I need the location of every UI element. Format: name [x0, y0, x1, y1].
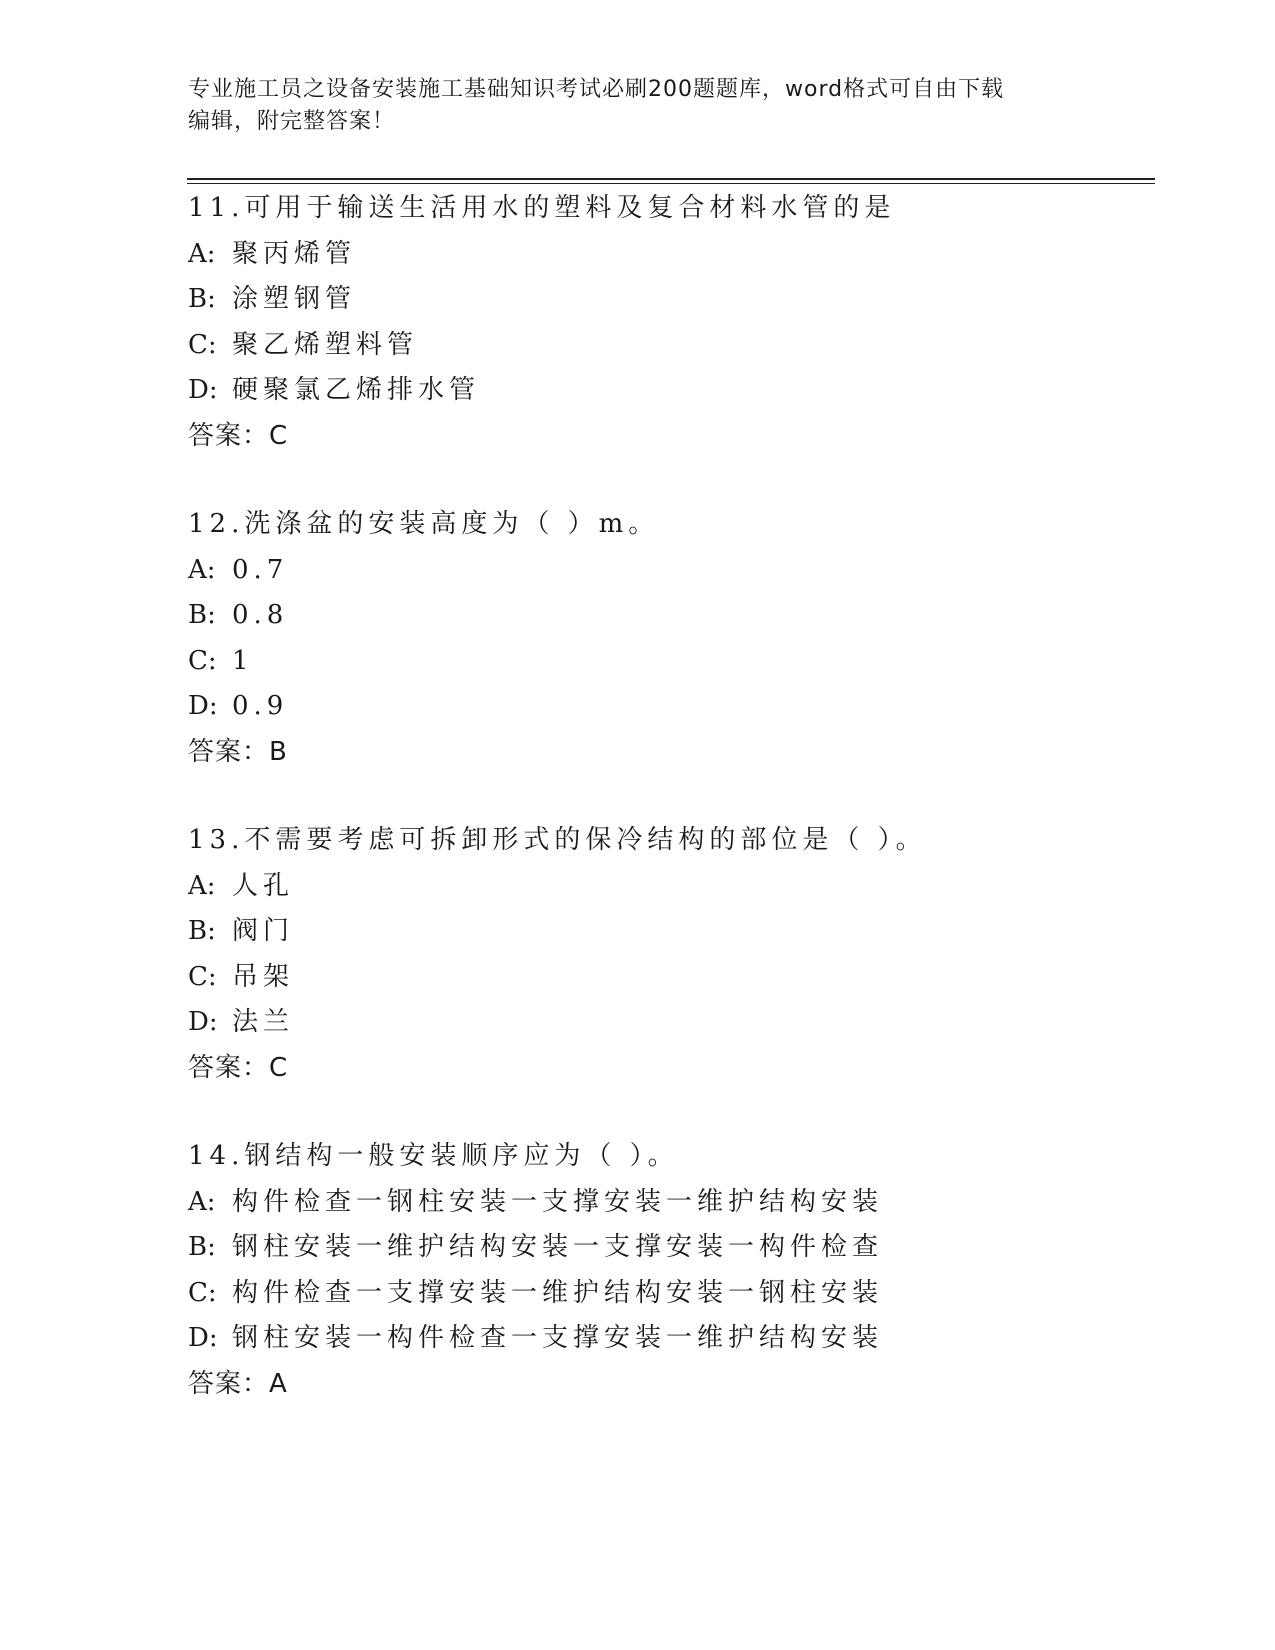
option-text: 构件检查一钢柱安装一支撑安装一维护结构安装	[232, 1186, 884, 1217]
option-letter: C:	[188, 645, 217, 676]
option-text: 吊架	[232, 961, 295, 992]
option-d	[188, 1000, 1188, 1046]
option-letter: A:	[188, 870, 216, 901]
option-letter: B:	[188, 600, 216, 631]
option-letter: D:	[188, 375, 218, 406]
option-c	[188, 1271, 1188, 1317]
question-title: 14.钢结构一般安装顺序应为（ ）。	[188, 1141, 679, 1171]
answer-line: 答案：B	[188, 736, 288, 767]
option-a	[188, 1180, 1188, 1226]
option-b	[188, 909, 1188, 955]
answer-line: 答案：A	[188, 1368, 288, 1399]
option-d	[188, 684, 1188, 730]
option-letter: B:	[188, 1232, 216, 1263]
option-letter: A:	[188, 554, 216, 585]
option-b	[188, 593, 1188, 639]
option-text: 聚丙烯管	[232, 238, 357, 269]
option-text: 钢柱安装一维护结构安装一支撑安装一构件检查	[232, 1232, 884, 1263]
option-text: 0.9	[232, 691, 289, 722]
question-title: 13.不需要考虑可拆卸形式的保冷结构的部位是（ ）。	[188, 825, 927, 855]
question-title: 11.可用于输送生活用水的塑料及复合材料水管的是	[188, 193, 896, 223]
header-divider-thick	[187, 178, 1155, 180]
header-divider-thin	[187, 183, 1155, 184]
option-text: 硬聚氯乙烯排水管	[232, 375, 481, 406]
option-text: 阀门	[232, 916, 295, 947]
option-letter: D:	[188, 691, 218, 722]
option-letter: D:	[188, 1323, 218, 1354]
option-c	[188, 639, 1188, 685]
option-d	[188, 1316, 1188, 1362]
option-text: 钢柱安装一构件检查一支撑安装一维护结构安装	[232, 1323, 884, 1354]
option-b	[188, 277, 1188, 323]
question-11	[188, 186, 1188, 459]
option-text: 1	[232, 645, 254, 676]
header-line-2: 编辑，附完整答案！	[188, 109, 396, 134]
option-letter: B:	[188, 916, 216, 947]
question-13	[188, 818, 1188, 1091]
option-a	[188, 864, 1188, 910]
option-letter: A:	[188, 1186, 216, 1217]
option-letter: C:	[188, 329, 217, 360]
answer-line: 答案：C	[188, 420, 289, 451]
option-c	[188, 955, 1188, 1001]
option-text: 构件检查一支撑安装一维护结构安装一钢柱安装	[232, 1277, 884, 1308]
document-header	[188, 74, 1068, 138]
option-text: 涂塑钢管	[232, 284, 357, 315]
option-text: 0.7	[232, 554, 289, 585]
header-line-1: 专业施工员之设备安装施工基础知识考试必刷200题题库，word格式可自由下载	[188, 77, 1005, 102]
option-letter: A:	[188, 238, 216, 269]
answer-line: 答案：C	[188, 1052, 289, 1083]
option-letter: C:	[188, 1277, 217, 1308]
option-letter: C:	[188, 961, 217, 992]
question-12	[188, 502, 1188, 775]
option-text: 聚乙烯塑料管	[232, 329, 419, 360]
option-a	[188, 232, 1188, 278]
option-letter: B:	[188, 284, 216, 315]
option-text: 人孔	[232, 870, 295, 901]
option-c	[188, 323, 1188, 369]
option-d	[188, 368, 1188, 414]
option-b	[188, 1225, 1188, 1271]
option-text: 法兰	[232, 1007, 295, 1038]
option-text: 0.8	[232, 600, 289, 631]
option-letter: D:	[188, 1007, 218, 1038]
question-title: 12.洗涤盆的安装高度为（ ）m。	[188, 509, 660, 539]
option-a	[188, 548, 1188, 594]
question-14	[188, 1134, 1188, 1407]
